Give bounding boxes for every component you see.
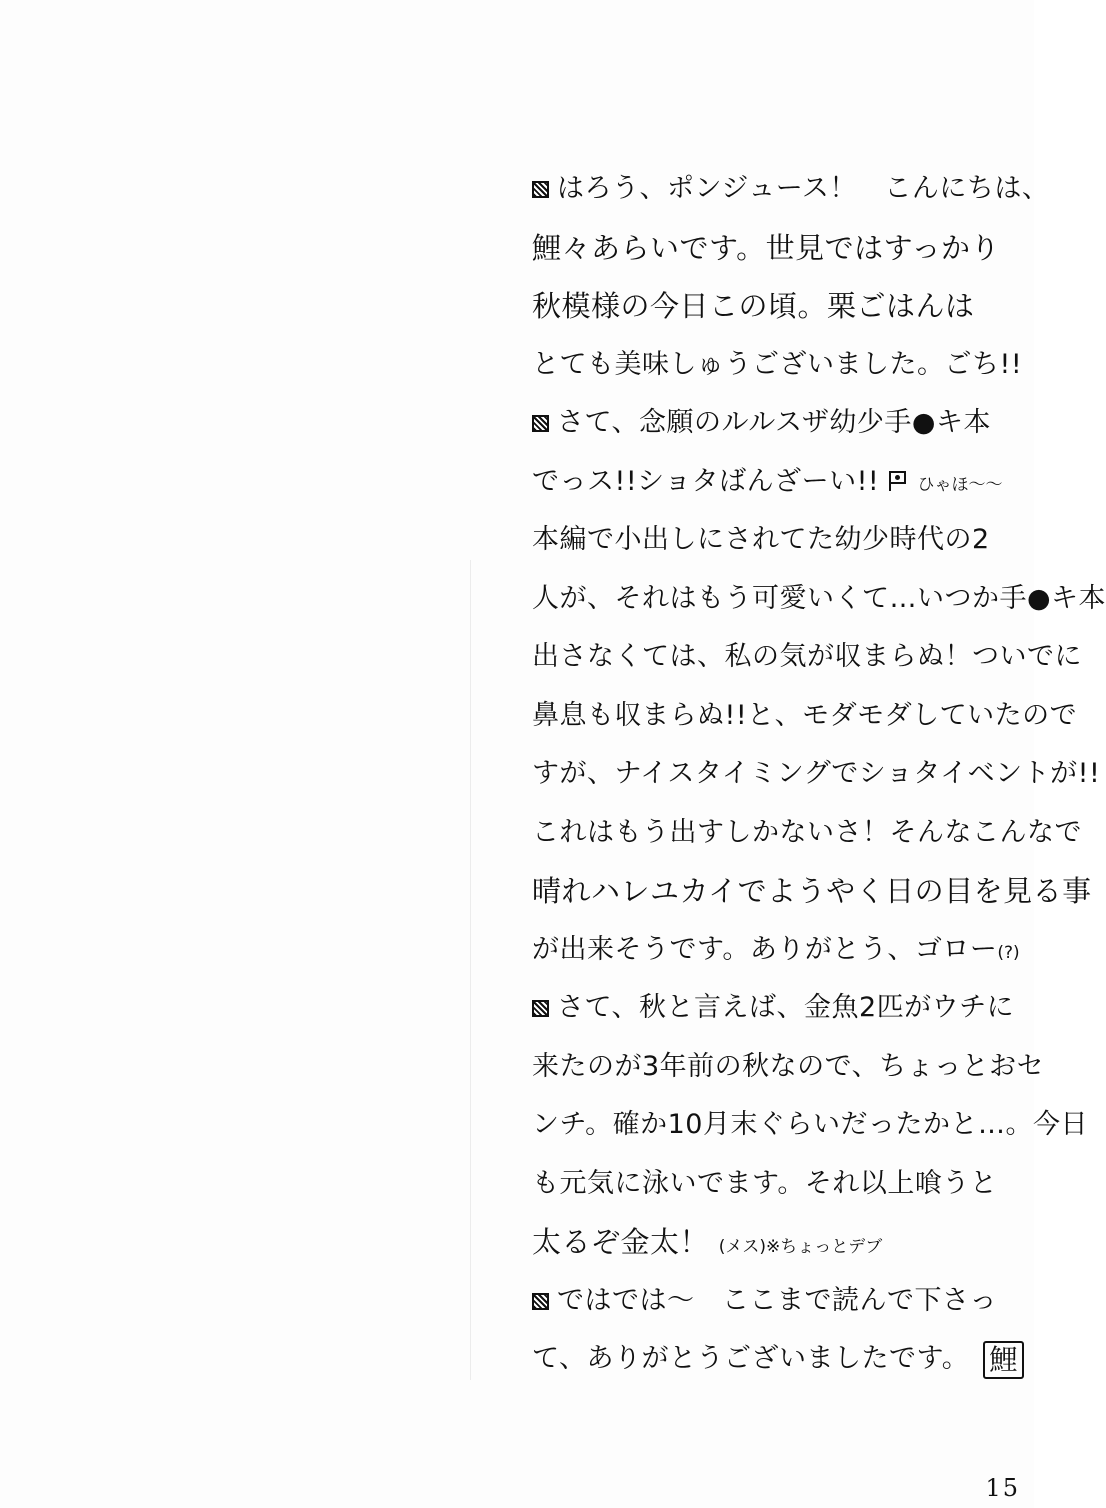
text-line: さて、念願のルルスザ幼少手●キ本 xyxy=(532,394,992,453)
text-line: 太るぞ金太！ (メス)※ちょっとデブ xyxy=(532,1225,883,1259)
text-line: 来たのが3年前の秋なので、ちょっとおセ xyxy=(532,1050,1045,1082)
text-line: 鯉々あらいです。世見ではすっかり xyxy=(532,230,1000,265)
hatched-square-icon xyxy=(532,181,549,198)
text-line: 出さなくては、私の気が収まらぬ！ついでに xyxy=(532,641,1082,672)
text-line: 本編で小出しにされてた幼少時代の2 xyxy=(532,524,990,555)
hatched-square-icon xyxy=(532,1293,549,1310)
text-line: とても美味しゅうございました。ごち!! xyxy=(532,348,1023,380)
text-line: さて、秋と言えば、金魚2匹がウチに xyxy=(532,979,992,1038)
page-number: 15 xyxy=(985,1474,1020,1502)
text-line: これはもう出すしかないさ！そんなこんなで xyxy=(532,816,1082,848)
afterword-text xyxy=(532,160,1106,1389)
text-line: 鼻息も収まらぬ!!と、モダモダしていたので xyxy=(532,699,1078,731)
text-line: ではでは〜 ここまで読んで下さっ xyxy=(532,1272,992,1331)
text-line: ンチ。確か10月末ぐらいだったかと…。今日 xyxy=(532,1109,1088,1140)
signature-seal-icon: 鯉 xyxy=(983,1341,1024,1379)
hatched-square-icon xyxy=(532,415,549,432)
flag-doodle-icon xyxy=(888,470,908,492)
text-line: 晴れハレユカイでようやく日の目を見る事 xyxy=(532,874,1092,908)
hatched-square-icon xyxy=(532,1000,549,1017)
text-line: 秋模様の今日この頃。栗ごはんは xyxy=(532,289,975,323)
page-gutter-line xyxy=(470,560,471,1380)
text-line: すが、ナイスタイミングでショタイベントが!! xyxy=(532,758,1101,789)
text-line: が出来そうです。ありがとう、ゴロー(?) xyxy=(532,933,1020,965)
text-line: でっス!!ショタばんざーい!! ひゃほ〜〜 xyxy=(532,465,1003,497)
text-line: はろう、ポンジュース！ こんにちは、 xyxy=(532,160,992,219)
text-line: 人が、それはもう可愛いくて…いつか手●キ本 xyxy=(532,582,1106,614)
text-line: て、ありがとうございましたです。 鯉 xyxy=(532,1330,992,1389)
text-line: も元気に泳いでます。それ以上喰うと xyxy=(532,1167,998,1199)
